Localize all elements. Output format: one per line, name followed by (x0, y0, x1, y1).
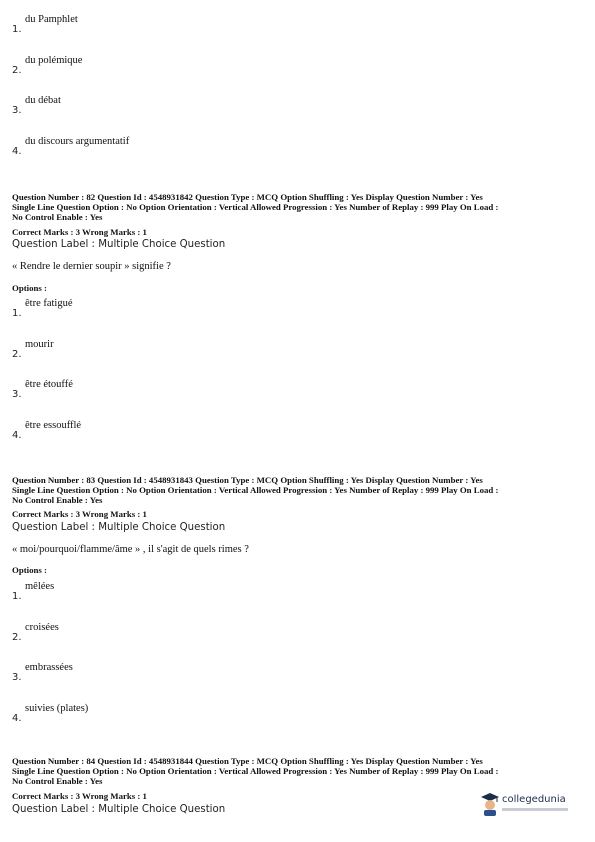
option-text: être étouffé (25, 379, 73, 390)
question-meta-line: Question Number : 83 Question Id : 4548931843 Question Type : MCQ Option Shuffling : Yes Display Question Number : Yes (12, 475, 483, 485)
brand-name: collegedunia (502, 794, 566, 805)
option-text: embrassées (25, 662, 73, 673)
options-heading: Options : (12, 283, 47, 293)
option-text: être essoufflé (25, 420, 82, 431)
option-number: 1. (12, 591, 22, 602)
marks-info: Correct Marks : 3 Wrong Marks : 1 (12, 791, 147, 801)
question-label: Question Label : Multiple Choice Question (12, 239, 226, 250)
option-text: croisées (25, 622, 59, 633)
marks-info: Correct Marks : 3 Wrong Marks : 1 (12, 509, 147, 519)
option-text: du discours argumentatif (25, 136, 130, 147)
option-text: du débat (25, 95, 61, 106)
option-text: du polémique (25, 55, 83, 66)
question-text: « Rendre le dernier soupir » signifie ? (12, 261, 171, 272)
question-label: Question Label : Multiple Choice Question (12, 804, 226, 815)
question-meta (12, 192, 582, 222)
question-meta-line: No Control Enable : Yes (12, 212, 103, 222)
question-label: Question Label : Multiple Choice Question (12, 522, 226, 533)
option-number: 1. (12, 308, 22, 319)
question-meta-line: Question Number : 84 Question Id : 4548931844 Question Type : MCQ Option Shuffling : Yes Display Question Number : Yes (12, 756, 483, 766)
option-number: 2. (12, 65, 22, 76)
question-meta-line: Single Line Question Option : No Option Orientation : Vertical Allowed Progression : Yes Number of Replay : 999 Play On Load : (12, 202, 499, 212)
question-meta-line: Question Number : 82 Question Id : 4548931842 Question Type : MCQ Option Shuffling : Yes Display Question Number : Yes (12, 192, 483, 202)
brand-tagline-bar (502, 808, 568, 811)
question-meta-line: Single Line Question Option : No Option Orientation : Vertical Allowed Progression : Yes Number of Replay : 999 Play On Load : (12, 766, 499, 776)
option-number: 4. (12, 430, 22, 441)
question-meta (12, 756, 582, 786)
option-number: 3. (12, 672, 22, 683)
option-number: 4. (12, 146, 22, 157)
option-number: 3. (12, 389, 22, 400)
question-meta-line: Single Line Question Option : No Option Orientation : Vertical Allowed Progression : Yes Number of Replay : 999 Play On Load : (12, 485, 499, 495)
option-number: 4. (12, 713, 22, 724)
option-number: 2. (12, 632, 22, 643)
question-meta-line: No Control Enable : Yes (12, 776, 103, 786)
option-number: 3. (12, 105, 22, 116)
option-number: 2. (12, 349, 22, 360)
option-text: du Pamphlet (25, 14, 78, 25)
option-text: être fatigué (25, 298, 73, 309)
marks-info: Correct Marks : 3 Wrong Marks : 1 (12, 227, 147, 237)
graduate-cap-icon (480, 792, 500, 821)
question-meta-line: No Control Enable : Yes (12, 495, 103, 505)
option-number: 1. (12, 24, 22, 35)
collegedunia-logo (478, 790, 573, 820)
question-text: « moi/pourquoi/flamme/âme » , il s'agit de quels rimes ? (12, 544, 249, 555)
option-text: suivies (plates) (25, 703, 89, 714)
options-heading: Options : (12, 565, 47, 575)
option-text: mêlées (25, 581, 55, 592)
option-text: mourir (25, 339, 54, 350)
question-meta (12, 475, 582, 505)
